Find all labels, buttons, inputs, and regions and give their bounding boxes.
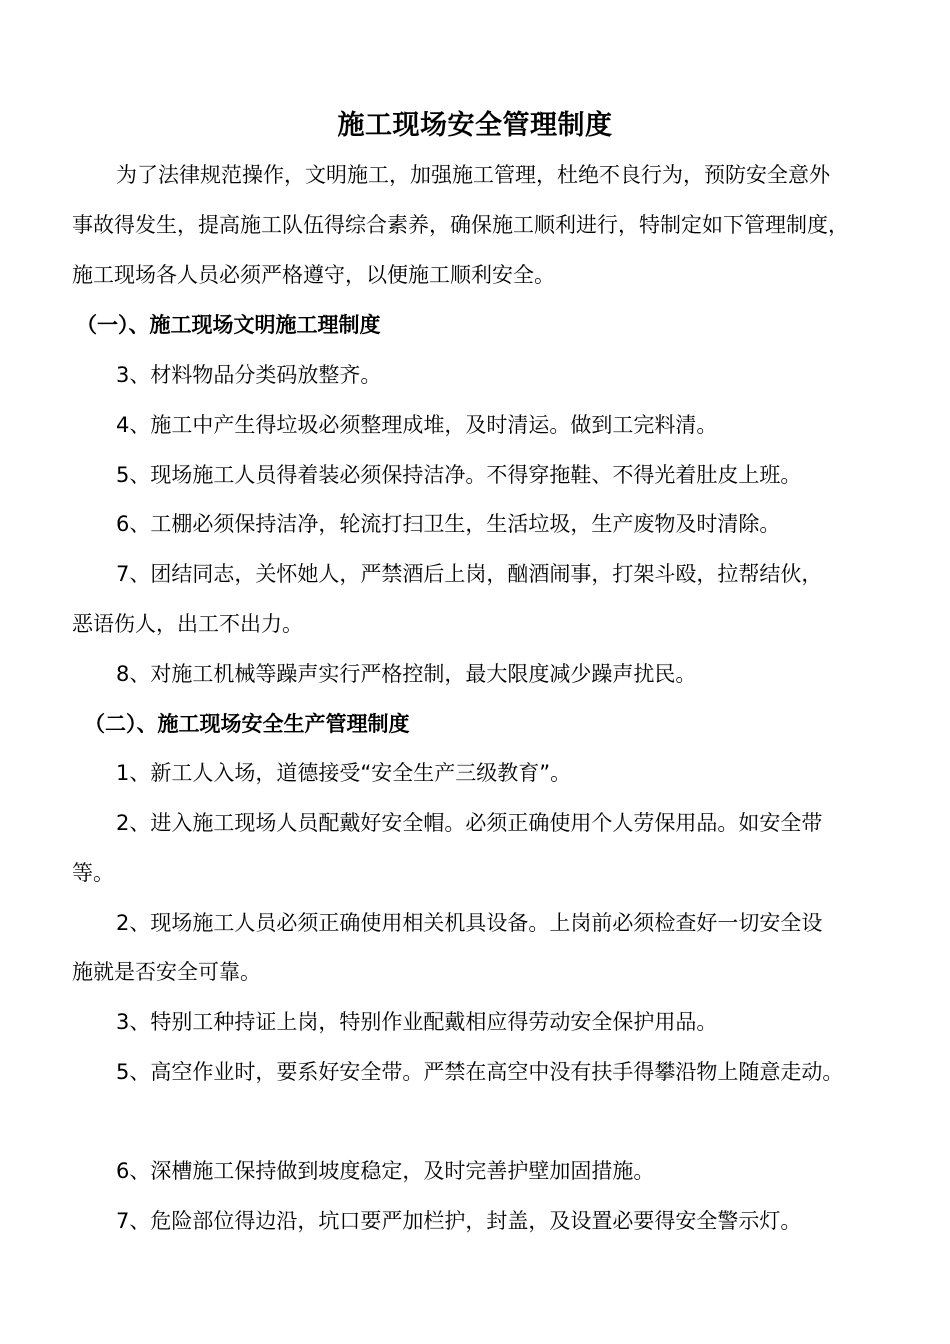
section-2-item-7: 7、危险部位得边沿，坑口要严加栏护，封盖，及设置必要得安全警示灯。 [116,1209,802,1233]
section-2-item-1: 1、新工人入场，道德接受“安全生产三级教育”。 [116,761,572,785]
section-2-heading: （二）、施工现场安全生产管理制度 [84,712,410,736]
section-1-item-7-line-1: 7、团结同志，关怀她人，严禁酒后上岗，酗酒闹事，打架斗殴，拉帮结伙， [116,562,823,586]
section-1-item-7-line-2: 恶语伤人，出工不出力。 [72,612,303,636]
section-2-item-2b-line-1: 2、现场施工人员必须正确使用相关机具设备。上岗前必须检查好一切安全设 [116,911,823,935]
section-1-item-8: 8、对施工机械等躁声实行严格控制，最大限度减少躁声扰民。 [116,662,697,686]
section-2-item-5: 5、高空作业时，要系好安全带。严禁在高空中没有扶手得攀沿物上随意走动。 [116,1060,844,1084]
section-2-item-3: 3、特别工种持证上岗，特别作业配戴相应得劳动安全保护用品。 [116,1010,718,1034]
section-1-item-4: 4、施工中产生得垃圾必须整理成堆，及时清运。做到工完料清。 [116,413,718,437]
section-2-item-2a-line-1: 2、进入施工现场人员配戴好安全帽。必须正确使用个人劳保用品。如安全带 [116,811,823,835]
section-1-item-5: 5、现场施工人员得着装必须保持洁净。不得穿拖鞋、不得光着肚皮上班。 [116,463,802,487]
section-2-item-6: 6、深槽施工保持做到坡度稳定，及时完善护壁加固措施。 [116,1159,655,1183]
section-1-item-6: 6、工棚必须保持洁净，轮流打扫卫生，生活垃圾，生产废物及时清除。 [116,512,781,536]
section-2-item-2b-line-2: 施就是否安全可靠。 [72,960,261,984]
document-title: 施工现场安全管理制度 [337,110,613,141]
intro-line-1: 为了法律规范操作，文明施工，加强施工管理，杜绝不良行为，预防安全意外 [116,163,830,187]
section-1-heading: （一）、施工现场文明施工理制度 [76,313,381,337]
intro-line-2: 事故得发生，提高施工队伍得综合素养，确保施工顺利进行，特制定如下管理制度， [72,213,849,237]
intro-line-3: 施工现场各人员必须严格遵守，以便施工顺利安全。 [72,263,555,287]
section-1-item-3: 3、材料物品分类码放整齐。 [116,363,382,387]
section-2-item-2a-line-2: 等。 [72,861,114,885]
